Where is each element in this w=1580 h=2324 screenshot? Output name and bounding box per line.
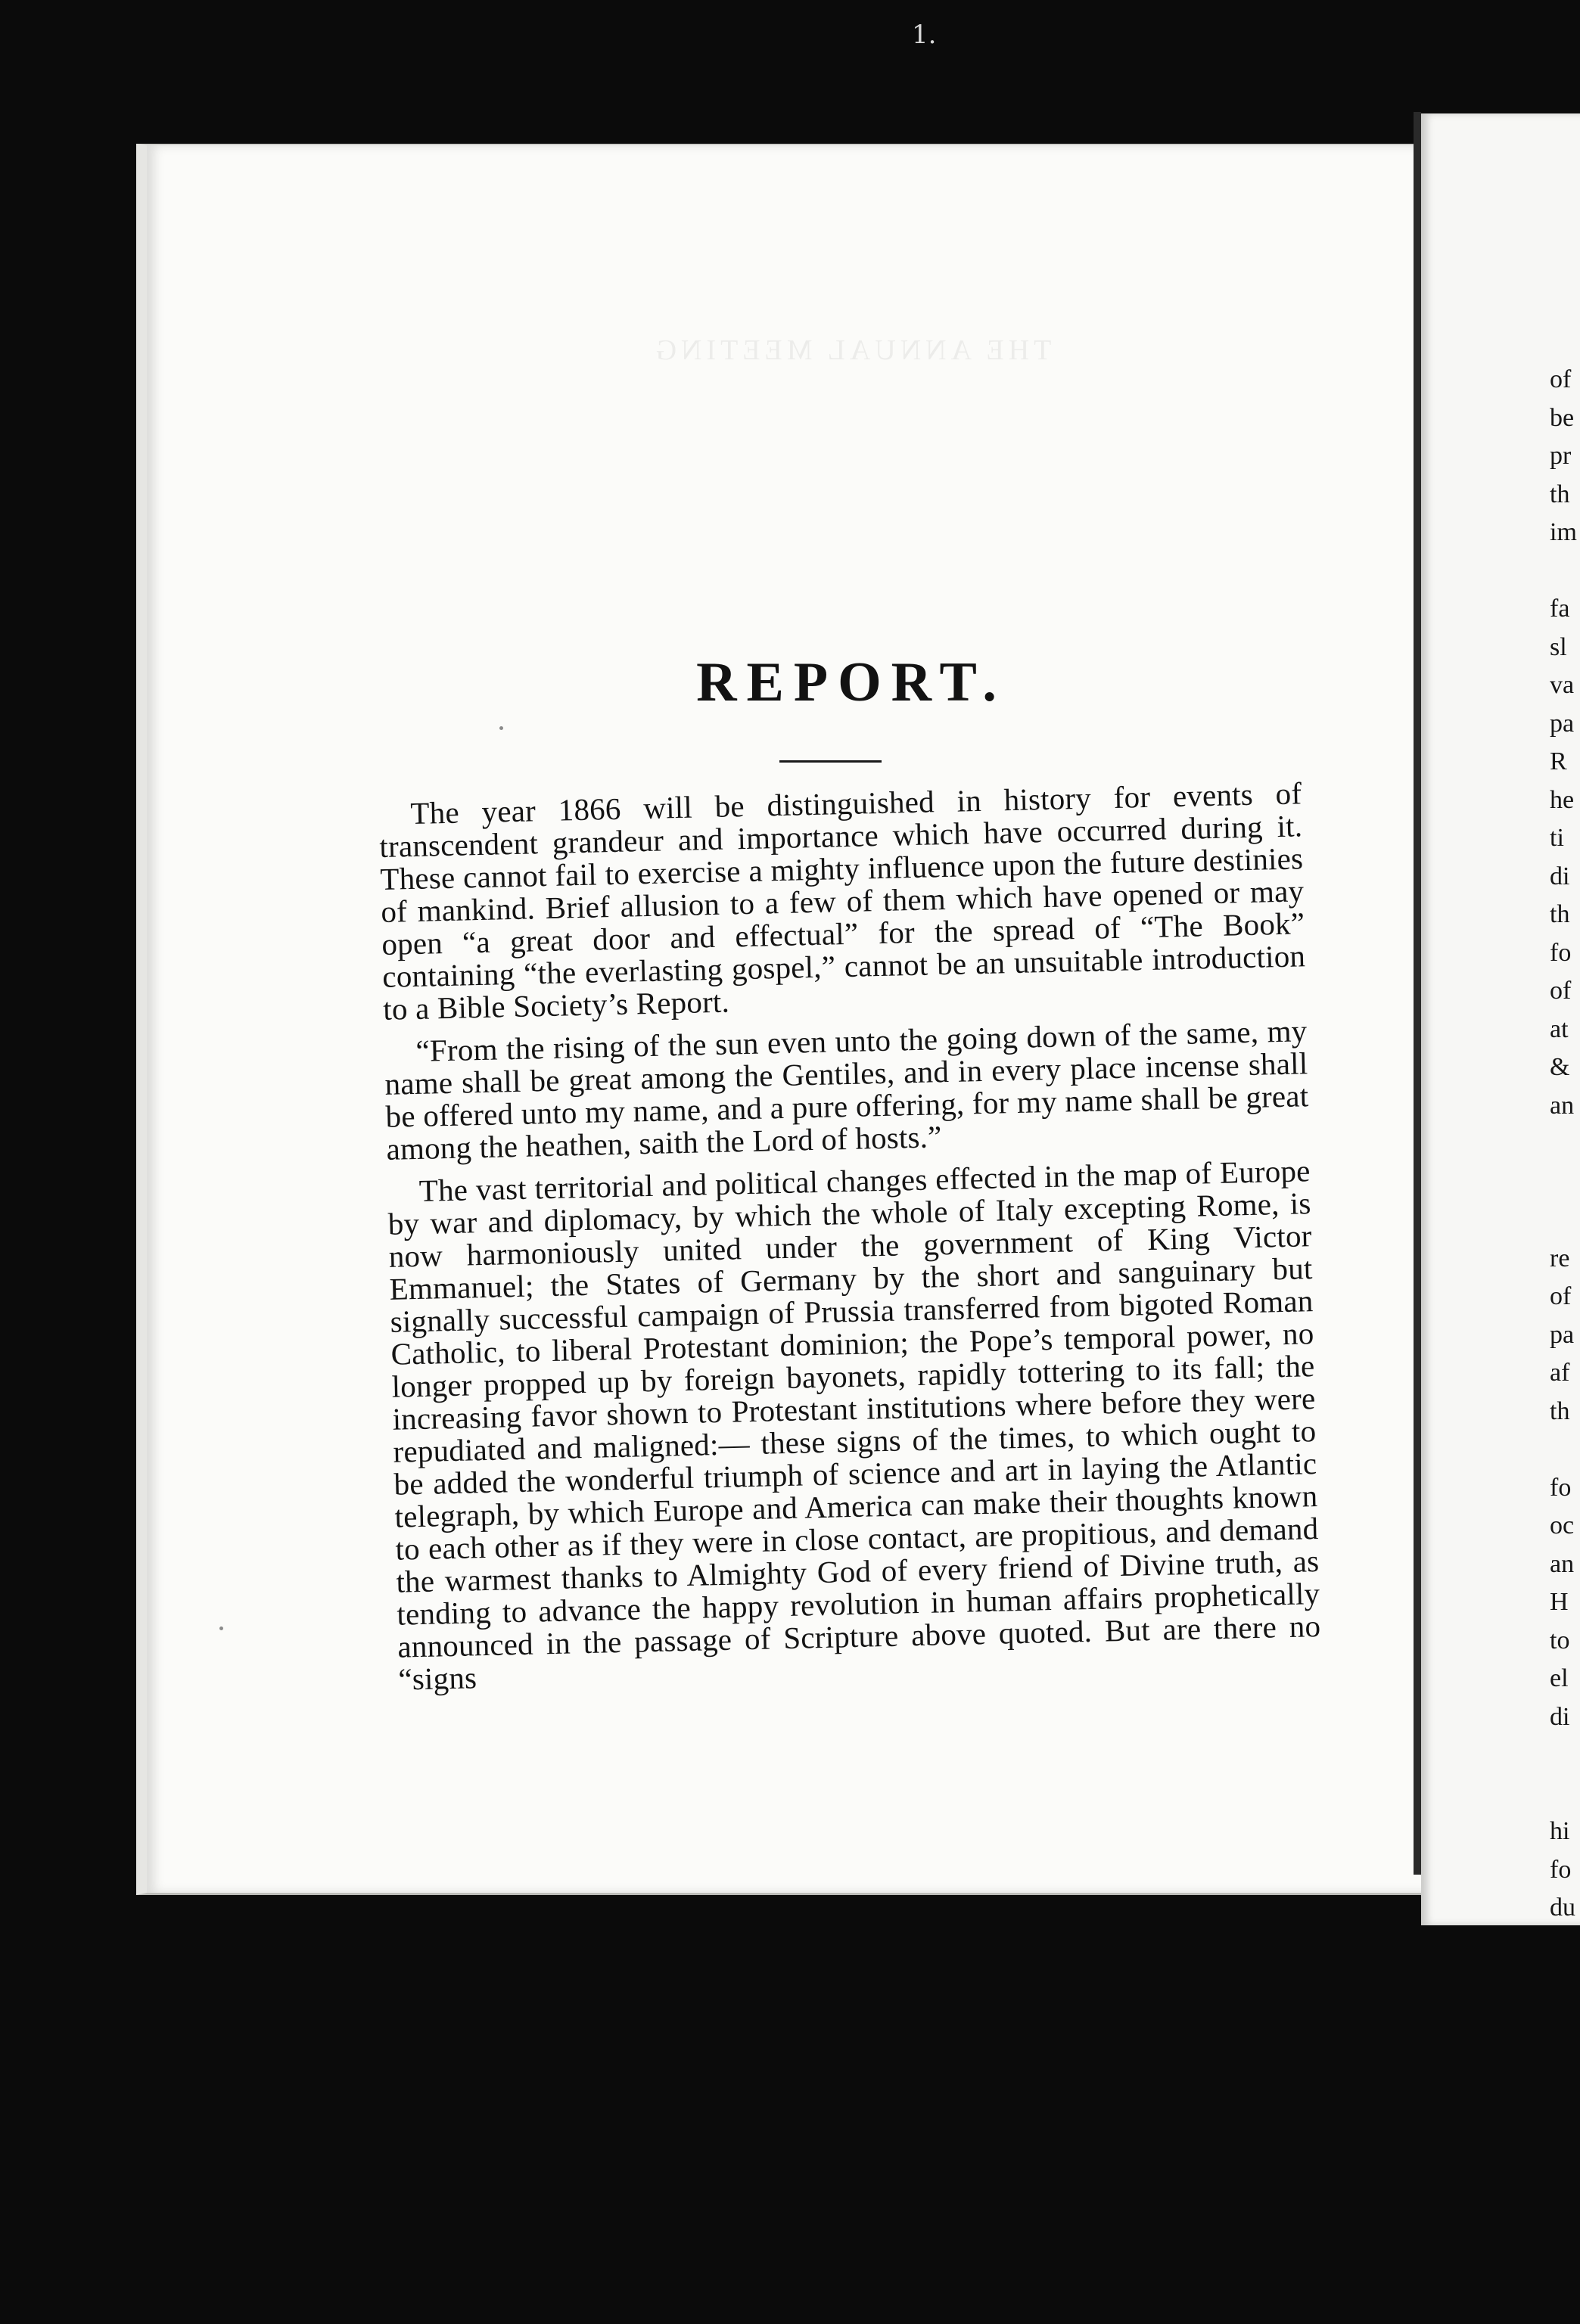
report-body [378,777,1322,1705]
right-page-line-fragment: oc [1550,1512,1575,1539]
paragraph-2: “From the rising of the sun even unto the going down of the same, my name shall be great among the Gentiles, and in every place incense shall be offered unto my name, and a pure offering, for my name shall be great among the heathen, saith the Lord of hosts.” [384,1013,1309,1167]
right-page-line-fragment: th [1550,480,1570,508]
right-page-line-fragment: hi [1550,1817,1570,1845]
margin-speck [499,726,503,730]
right-page-line-fragment: th [1550,1397,1570,1425]
right-page-line-fragment: fa [1550,595,1570,623]
right-page-line-fragment: of [1550,365,1572,393]
right-page-line-fragment: re [1550,1244,1570,1272]
right-page-line-fragment: be [1550,404,1575,432]
right-page-line-fragment: to [1550,1626,1570,1654]
right-page-line-fragment: th [1550,900,1570,928]
bleed-through-title: THE ANNUAL MEETING [651,334,1052,366]
right-page-line-fragment: H [1550,1588,1569,1616]
right-page-line-fragment: fo [1550,1474,1572,1502]
right-page-line-fragment: el [1550,1664,1569,1692]
right-page-line-fragment: pr [1550,442,1572,470]
right-page-line-fragment: pa [1550,710,1575,738]
paragraph-3: The vast territorial and political changes effected in the map of Europe by war and diplomacy, by which the whole of Italy excepting Rome, is now harmoniously united under the government of King Victor Emmanuel; the States of Germany by the short and sanguinary but signally successful campaign of Prussia transferred from bigoted Roman Catholic, to liberal Protestant dominion; the Pope’s temporal power, no longer propped up by foreign bayonets, rapidly tottering to its fall; the increasing favor shown to Protestant institutions where before they were repudiated and maligned:— these signs of the times, to which ought to be added the wonderful triumph of science and art in laying the Atlantic telegraph, by which Europe and America can make their thoughts known to each other as if they were in close contact, are propitious, and demand the warmest thanks to Almighty God of every friend of Divine truth, as tending to advance the happy revolution in human affairs prophetically announced in the passage of Scripture above quoted. But are there no “signs [387,1153,1321,1697]
right-page-line-fragment: sl [1550,633,1567,661]
right-page-line-fragment: va [1550,671,1575,699]
right-page-line-fragment: di [1550,1703,1570,1731]
right-page-line-fragment: of [1550,1282,1572,1310]
right-page-line-fragment: of [1550,977,1572,1005]
paragraph-1: The year 1866 will be distinguished in history for events of transcendent grandeur and importance which have occurred during it. These cannot fail to exercise a mighty influence upon the future destinies of mankind. Brief allusion to a few of them which have opened or may open “a great door and effectual” for the spread of “The Book” containing “the everlasting gospel,” cannot be an unsuitable introduction to a Bible Society’s Report. [378,775,1306,1027]
right-page-line-fragment: pa [1550,1321,1575,1349]
book-spine-gutter [1414,112,1421,1875]
right-page-line-fragment: du [1550,1894,1575,1922]
right-page-line-fragment: an [1550,1092,1575,1120]
right-page-line-fragment: im [1550,518,1577,546]
report-title: REPORT. [696,651,1006,713]
title-rule [779,760,882,763]
margin-speck [219,1626,223,1630]
right-page-line-fragment: & [1550,1053,1570,1081]
right-page-line-fragment: fo [1550,939,1572,967]
right-page-line-fragment: fo [1550,1856,1572,1884]
right-page-line-fragment: di [1550,862,1570,890]
right-page-line-fragment: R [1550,747,1567,775]
bleed-through-text [378,333,1324,368]
scan-top-mark: 1. [912,20,937,50]
right-page-line-fragment: ti [1550,824,1564,852]
right-page-line-fragment: at [1550,1015,1569,1043]
right-page-line-fragment: af [1550,1359,1570,1387]
right-page-line-fragment: he [1550,786,1575,814]
right-page-line-fragment: an [1550,1550,1575,1578]
